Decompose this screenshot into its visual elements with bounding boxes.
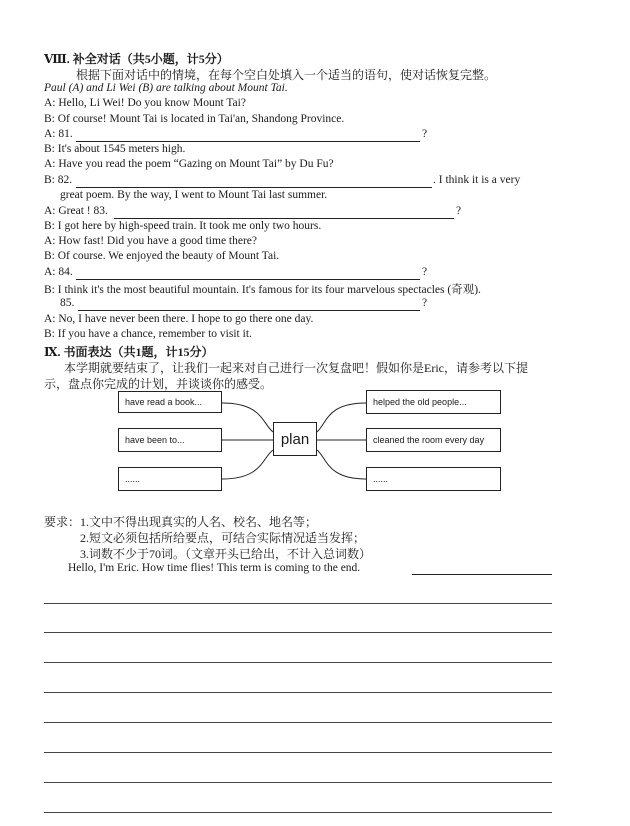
writing-line[interactable] <box>44 692 552 693</box>
dialogue-line-end: ? <box>456 205 462 217</box>
dialogue-line: A: Have you read the poem “Gazing on Mount Tai” by Du Fu? <box>44 158 334 170</box>
dialogue-line: B: I got here by high-speed train. It took me only two hours. <box>44 220 322 232</box>
writing-line[interactable] <box>44 632 552 633</box>
writing-line[interactable] <box>44 812 552 813</box>
dialogue-line: great poem. By the way, I went to Mount Tai last summer. <box>60 189 328 201</box>
dialogue-line: A: How fast! Did you have a good time there? <box>44 235 258 247</box>
dialogue-line: B: I think it's the most beautiful mountain. It's famous for its four marvelous spectacles (奇观). <box>44 284 481 296</box>
dialogue-line: B: Of course! Mount Tai is located in Tai'an, Shandong Province. <box>44 113 345 125</box>
writing-line[interactable] <box>44 603 552 604</box>
section-9-instruction: 示，盘点你完成的计划，并谈谈你的感受。 <box>44 377 273 391</box>
section-8-instruction: 根据下面对话中的情境，在每个空白处填入一个适当的语句，使对话恢复完整。 <box>76 68 497 82</box>
dialogue-intro: Paul (A) and Li Wei (B) are talking about Mount Tai. <box>44 82 288 94</box>
dialogue-line: A: 81. <box>44 128 73 140</box>
requirements-label: 要求： <box>44 515 81 529</box>
dialogue-line: B: 82. <box>44 174 73 186</box>
plan-center-node: plan <box>273 422 317 456</box>
dialogue-line-end: ? <box>422 266 428 278</box>
dialogue-line: B: If you have a chance, remember to visit it. <box>44 328 252 340</box>
dialogue-line: B: It's about 1545 meters high. <box>44 143 186 155</box>
dialogue-line-end: . I think it is a very <box>433 174 521 186</box>
plan-item-left-1: have read a book... <box>118 391 222 413</box>
writing-line[interactable] <box>44 722 552 723</box>
writing-line[interactable] <box>412 574 552 575</box>
essay-opening: Hello, I'm Eric. How time flies! This term is coming to the end. <box>68 562 361 574</box>
dialogue-line: 85. <box>60 297 75 309</box>
plan-item-right-3: ...... <box>366 467 501 491</box>
writing-line[interactable] <box>44 662 552 663</box>
requirement-item: 2.短文必须包括所给要点，可结合实际情况适当发挥； <box>80 531 366 545</box>
dialogue-line: B: Of course. We enjoyed the beauty of Mount Tai. <box>44 250 280 262</box>
plan-item-right-1: helped the old people... <box>366 390 501 414</box>
requirement-item: 3.词数不少于70词。（文章开头已给出，不计入总词数） <box>80 547 372 561</box>
dialogue-line-end: ? <box>422 128 428 140</box>
plan-item-left-3: ...... <box>118 467 222 491</box>
writing-line[interactable] <box>44 752 552 753</box>
dialogue-line: A: 84. <box>44 266 73 278</box>
dialogue-line: A: Hello, Li Wei! Do you know Mount Tai? <box>44 97 246 109</box>
dialogue-line-end: ? <box>422 297 428 309</box>
section-8-heading: Ⅷ. 补全对话（共5小题，计5分） <box>44 52 229 66</box>
dialogue-line: A: No, I have never been there. I hope to go there one day. <box>44 313 314 325</box>
writing-line[interactable] <box>44 782 552 783</box>
requirement-item: 1.文中不得出现真实的人名、校名、地名等； <box>80 515 318 529</box>
section-9-heading: Ⅸ. 书面表达（共1题，计15分） <box>44 345 214 359</box>
plan-item-left-2: have been to... <box>118 428 222 452</box>
section-9-instruction: 本学期就要结束了，让我们一起来对自己进行一次复盘吧！假如你是Eric，请参考以下提 <box>64 361 528 375</box>
dialogue-line: A: Great ! 83. <box>44 205 108 217</box>
plan-item-right-2: cleaned the room every day <box>366 428 501 452</box>
